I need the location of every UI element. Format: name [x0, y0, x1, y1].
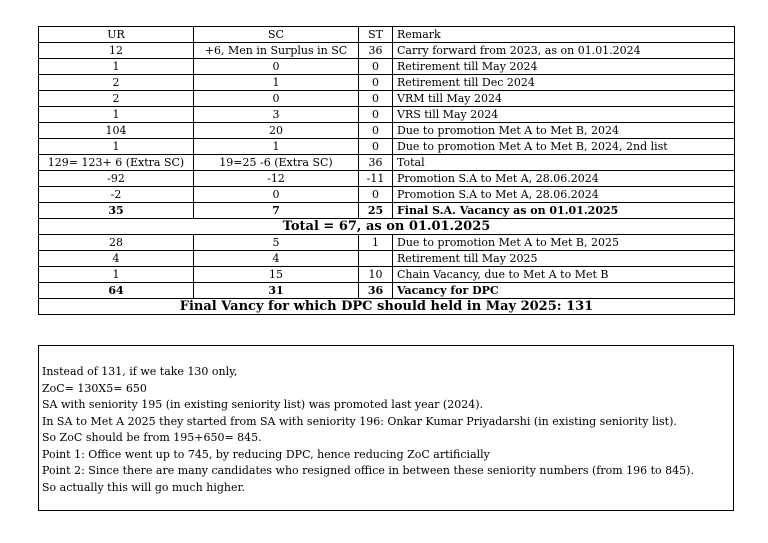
cell-sc: 7 [194, 203, 359, 219]
total-row [39, 219, 735, 235]
cell-sc: -12 [194, 171, 359, 187]
table-row [39, 203, 735, 219]
cell-sc: 5 [194, 235, 359, 251]
cell-st: 36 [359, 43, 393, 59]
cell-remark: Vacancy for DPC [393, 283, 735, 299]
cell-ur: 1 [39, 267, 194, 283]
table-row [39, 91, 735, 107]
cell-sc: 1 [194, 139, 359, 155]
cell-ur: 1 [39, 59, 194, 75]
table-body-2024 [39, 43, 735, 219]
table-row [39, 107, 735, 123]
cell-st: 0 [359, 75, 393, 91]
cell-ur: 4 [39, 251, 194, 267]
cell-ur: 28 [39, 235, 194, 251]
note-line: SA with seniority 195 (in existing seniority list) was promoted last year (2024). [42, 398, 484, 411]
cell-st [359, 251, 393, 267]
cell-st: 1 [359, 235, 393, 251]
cell-sc: 0 [194, 91, 359, 107]
header-remark: Remark [393, 27, 735, 43]
cell-remark: Retirement till Dec 2024 [393, 75, 735, 91]
cell-sc: 15 [194, 267, 359, 283]
header-row [39, 27, 735, 43]
table-row [39, 235, 735, 251]
cell-ur: 64 [39, 283, 194, 299]
cell-remark: Total [393, 155, 735, 171]
cell-remark: Retirement till May 2024 [393, 59, 735, 75]
note-line: Instead of 131, if we take 130 only, [42, 365, 238, 378]
note-line: Point 2: Since there are many candidates who resigned office in between these seniority numbers (from 196 to 845). [42, 464, 694, 477]
table-row [39, 155, 735, 171]
cell-st: 0 [359, 123, 393, 139]
cell-st: 0 [359, 187, 393, 203]
total-line: Total = 67, as on 01.01.2025 [39, 219, 735, 235]
vacancy-table [38, 26, 735, 315]
header-ur: UR [39, 27, 194, 43]
note-line: So actually this will go much higher. [42, 480, 246, 494]
cell-st: 10 [359, 267, 393, 283]
cell-remark: VRS till May 2024 [393, 107, 735, 123]
cell-st: 25 [359, 203, 393, 219]
cell-ur: -92 [39, 171, 194, 187]
note-line: So ZoC should be from 195+650= 845. [42, 431, 262, 444]
final-row [39, 299, 735, 315]
table-row [39, 267, 735, 283]
cell-remark: VRM till May 2024 [393, 91, 735, 107]
table-row [39, 139, 735, 155]
cell-remark: Promotion S.A to Met A, 28.06.2024 [393, 187, 735, 203]
cell-sc: 1 [194, 75, 359, 91]
table-row [39, 59, 735, 75]
table-row [39, 75, 735, 91]
note-line: ZoC= 130X5= 650 [42, 381, 147, 395]
header-st: ST [359, 27, 393, 43]
cell-st: 36 [359, 283, 393, 299]
cell-remark: Chain Vacancy, due to Met A to Met B [393, 267, 735, 283]
notes-box [38, 345, 734, 511]
table-row [39, 251, 735, 267]
cell-ur: 129= 123+ 6 (Extra SC) [39, 155, 194, 171]
cell-sc: 0 [194, 59, 359, 75]
cell-ur: 1 [39, 139, 194, 155]
cell-st: -11 [359, 171, 393, 187]
cell-st: 0 [359, 59, 393, 75]
table-row [39, 283, 735, 299]
table-row [39, 43, 735, 59]
cell-sc: 4 [194, 251, 359, 267]
cell-ur: 35 [39, 203, 194, 219]
cell-remark: Retirement till May 2025 [393, 251, 735, 267]
final-line: Final Vancy for which DPC should held in May 2025: 131 [39, 299, 735, 315]
cell-remark: Due to promotion Met A to Met B, 2025 [393, 235, 735, 251]
table-row [39, 171, 735, 187]
header-sc: SC [194, 27, 359, 43]
cell-ur: 2 [39, 91, 194, 107]
cell-sc: 20 [194, 123, 359, 139]
table-row [39, 123, 735, 139]
cell-remark: Promotion S.A to Met A, 28.06.2024 [393, 171, 735, 187]
cell-ur: 12 [39, 43, 194, 59]
table-body-2025 [39, 235, 735, 299]
note-line: Point 1: Office went up to 745, by reducing DPC, hence reducing ZoC artificially [42, 447, 490, 461]
cell-st: 0 [359, 107, 393, 123]
cell-sc: 3 [194, 107, 359, 123]
cell-ur: -2 [39, 187, 194, 203]
cell-remark: Due to promotion Met A to Met B, 2024, 2nd list [393, 139, 735, 155]
cell-ur: 2 [39, 75, 194, 91]
cell-remark: Due to promotion Met A to Met B, 2024 [393, 123, 735, 139]
cell-ur: 104 [39, 123, 194, 139]
cell-st: 36 [359, 155, 393, 171]
cell-sc: 19=25 -6 (Extra SC) [194, 155, 359, 171]
cell-st: 0 [359, 139, 393, 155]
cell-remark: Carry forward from 2023, as on 01.01.2024 [393, 43, 735, 59]
note-line: In SA to Met A 2025 they started from SA with seniority 196: Onkar Kumar Priyadarshi (in existing seniority list). [42, 414, 677, 428]
table-row [39, 187, 735, 203]
cell-sc: 0 [194, 187, 359, 203]
cell-remark: Final S.A. Vacancy as on 01.01.2025 [393, 203, 735, 219]
cell-sc: 31 [194, 283, 359, 299]
cell-sc: +6, Men in Surplus in SC [194, 43, 359, 59]
cell-ur: 1 [39, 107, 194, 123]
cell-st: 0 [359, 91, 393, 107]
